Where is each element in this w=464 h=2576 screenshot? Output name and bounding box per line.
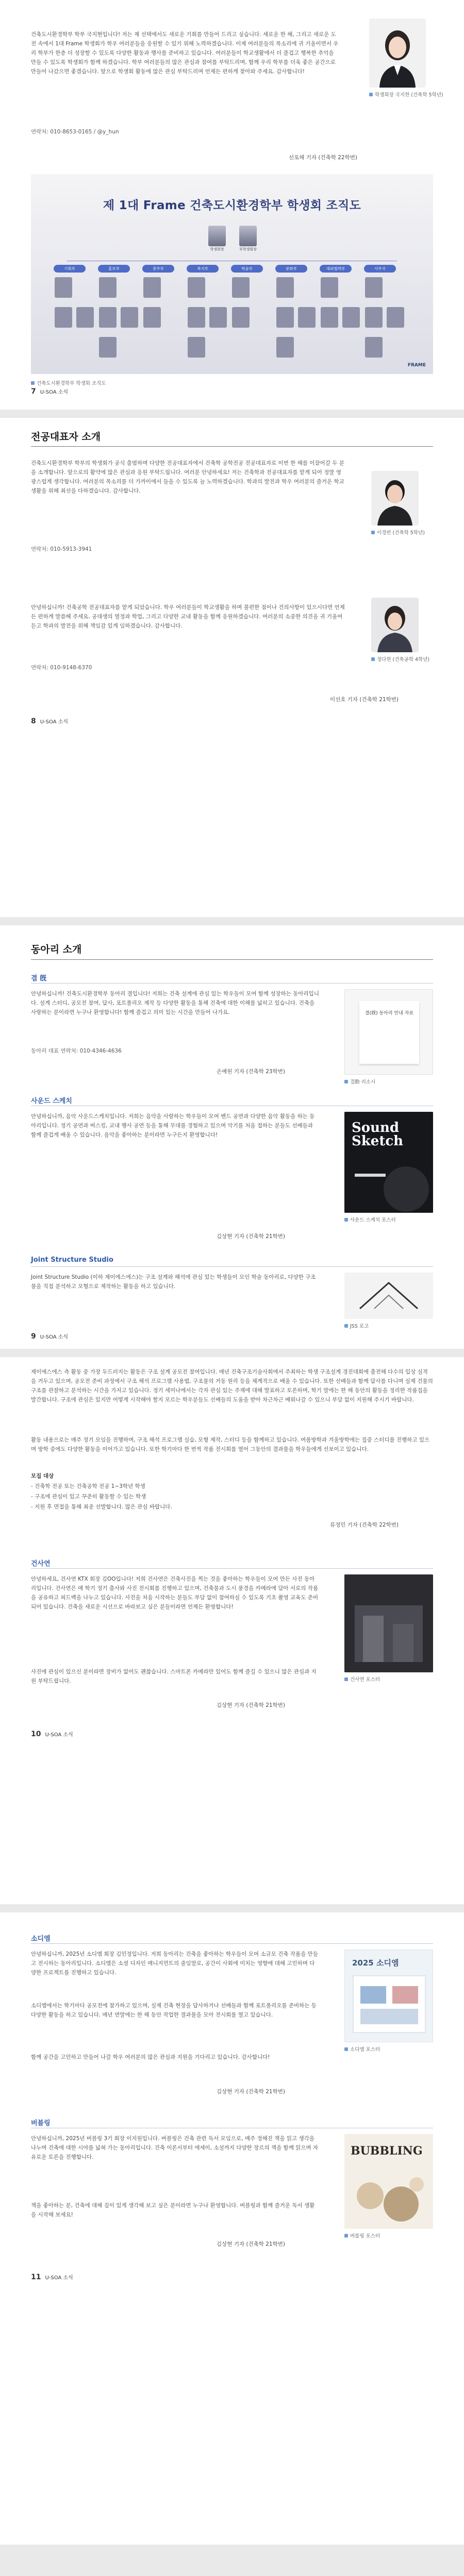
club3-logo (344, 1273, 433, 1319)
caption-marker-icon (344, 1218, 348, 1222)
caption-marker-icon (371, 531, 375, 534)
requirement-item: - 구조에 관심이 있고 꾸준히 활동할 수 있는 학생 (31, 1494, 146, 1500)
rep2-photo (371, 598, 419, 652)
page-8-continued (0, 587, 464, 917)
org-leader: 학생회장 (203, 226, 231, 252)
rep1-photo (371, 471, 419, 526)
rep2-paragraph: 안녕하십니까! 건축공학 전공대표자를 맡게 되었습니다. 학우 여러분들이 학교생활을 하며 불편한 점이나 건의사항이 있으시다면 언제든 편하게 말씀해 주세요. 공대생의 열정과 학업, 그리고 다양한 교내 활동을 함께 응원하겠습니다. 여러분의 소중한 의견을 귀 기울여 듣고 학과의 발전을 위해 책임감 있게 임하겠습니다. 감사합니다. (31, 604, 345, 629)
page-footer: 11 U-SOA 소식 (31, 2273, 73, 2281)
requirements-heading: 모집 대상 (31, 1473, 54, 1479)
org-dept: 기획부 (54, 265, 86, 273)
club2-poster: Sound Sketch (344, 1112, 433, 1213)
signature: 류정민 기자 (건축학 22학번) (330, 1522, 399, 1528)
page-footer: 8 U-SOA 소식 (31, 717, 69, 725)
club3-paragraph: Joint Structure Studio (이하 제이에스에스)는 구조 설계와 해석에 관심 있는 학생들이 모인 학술 동아리로, 다양한 구조물을 직접 분석하고 모형으로 제작하는 활동을 하고 있습니다. (31, 1274, 316, 1290)
club1-image: 결(旣) 동아리 안내 자료 (344, 989, 433, 1075)
club1-caption: 결動 리소시 (344, 1078, 375, 1085)
club-heading: Joint Structure Studio (31, 1256, 113, 1264)
club-divider (31, 1568, 433, 1569)
club-heading: 건사연 (31, 1560, 51, 1568)
org-dept: 총무부 (142, 265, 174, 273)
requirement-item: - 지원 후 면접을 통해 최종 선발합니다. 많은 관심 바랍니다. (31, 1504, 172, 1510)
rep1-caption: 이경빈 (건축학 5학년) (371, 529, 425, 536)
page-9 (0, 925, 464, 1513)
page-11 (0, 1912, 464, 2545)
chart-caption: 건축도시환경학부 학생회 조직도 (31, 379, 106, 386)
org-chart (31, 174, 433, 374)
club-heading: 사운드 스케치 (31, 1097, 72, 1105)
signature: 이선호 기자 (건축학 21학번) (330, 697, 399, 703)
org-dept: 대외협력부 (320, 265, 352, 273)
signature: 김상현 기자 (건축학 21학번) (217, 2241, 285, 2247)
club4-paragraph: 안녕하세요, 건사연 KTX 회장 김OO입니다! 저희 건사연은 건축사진을 찍는 것을 좋아하는 학우들이 모여 만든 사진 동아리입니다. 건사연은 매 학기 정기 출사와 사진 전시회를 진행하고 있으며, 건축물과 도시 풍경을 카메라에 담아 서로의 작품을 공유하고 피드백을 나누고 있습니다. 사진을 처음 시작하는 분들도 부담 없이 참여하실 수 있도록 기초 촬영 교육도 준비되어 있습니다. 건축을 새로운 시선으로 바라보고 싶은 분들이라면 언제든 환영합니다! (31, 1576, 319, 1610)
club-divider (31, 1943, 433, 1944)
org-dept: 사무국 (364, 265, 396, 273)
page-7 (0, 0, 464, 587)
president-caption: 학생회장 국지현 (건축학 5학년) (369, 91, 443, 98)
frame-logo: FRAME (407, 363, 426, 368)
caption-marker-icon (344, 1080, 348, 1083)
org-dept: 학술부 (231, 265, 263, 273)
club2-paragraph: 안녕하십니까, 음악 사운드스케치입니다. 저희는 음악을 사랑하는 학우들이 모여 밴드 공연과 다양한 음악 활동을 하는 동아리입니다. 정기 공연과 버스킹, 교내 행사 공연 등을 통해 무대를 경험하고 있으며 악기를 처음 접하는 분들도 선배들과 함께 즐겁게 배울 수 있습니다. 음악을 좋아하는 분이라면 누구든지 환영합니다! (31, 1113, 315, 1138)
jss-detail-paragraph: 제이에스에스 측 활동 중 가장 두드러지는 활동은 구조 설계 공모전 참여입니다. 매년 건축구조기술사회에서 주최하는 학생 구조설계 경진대회에 출전해 다수의 입상 실적을 거두고 있으며, 공모전 준비 과정에서 구조 해석 프로그램 사용법, 구조물의 거동 원리 등을 체계적으로 배울 수 있습니다. 또한 선배들과 함께 답사를 다니며 실제 건물의 구조를 관찰하고 분석하는 시간을 가지고 있습니다. 정기 세미나에서는 각자 관심 있는 주제에 대해 발표하고 토론하며, 학기 말에는 한 해 동안의 활동을 정리한 작품집을 발간합니다. 구조에 관심은 있지만 어떻게 시작해야 할지 모르는 학우분들도 선배들의 도움을 받아 차근차근 배워나갈 수 있으니 부담 없이 지원해 주시기 바랍니다. (31, 1369, 433, 1403)
org-chart-title: 제 1대 Frame 건축도시환경학부 학생회 조직도 (103, 199, 361, 212)
club6-paragraph-2: 책을 좋아하는 분, 건축에 대해 깊이 있게 생각해 보고 싶은 분이라면 누구나 환영합니다. 버블링과 함께 즐거운 독서 생활을 시작해 보세요! (31, 2202, 315, 2218)
section-divider (31, 959, 433, 960)
caption-marker-icon (344, 2047, 348, 2051)
caption-marker-icon (371, 657, 375, 661)
rep2-caption: 정다현 (건축공학 4학년) (371, 655, 429, 663)
caption-marker-icon (344, 2234, 348, 2238)
page-footer: 9 U-SOA 소식 (31, 1332, 69, 1341)
club4-caption: 건사연 포스터 (344, 1675, 380, 1683)
section-title: 동아리 소개 (31, 944, 82, 955)
caption-marker-icon (344, 1324, 348, 1328)
club-heading: 결 旣 (31, 975, 47, 982)
org-dept: 복지부 (187, 265, 219, 273)
signature: 김상현 기자 (건축학 21학번) (217, 1233, 285, 1240)
org-dept: 문화부 (275, 265, 307, 273)
signature: 손예원 기자 (건축학 23학번) (217, 1069, 285, 1075)
intro-paragraph: 건축도시환경학부 학부 국지현입니다! 저는 제 선택에서도 새로운 기회를 만들어 드리고 싶습니다. 새로운 한 해, 그리고 새로운 도전 속에서 1대 Frame 학생회가 학우 여러분들을 응원할 수 있기 위해 노력하겠습니다. 이제 여러분들의 목소리에 귀 기울이면서 우리 학부가 한층 더 성장할 수 있도록 다양한 활동과 행사를 준비하고 있습니다. 여러분들이 학교생활에서 더 즐겁고 행복한 추억을 만들 수 있도록 학생회가 함께 하겠습니다. 학부 여러분들의 많은 관심과 참여를 부탁드리며, 함께 우리 학부를 더욱 좋은 공간으로 만들어 나갔으면 좋겠습니다. 앞으로 학생회 활동에 많은 관심 부탁드리며 언제든 편하게 찾아와 주세요. 감사합니다! (31, 31, 339, 75)
page-footer: 10 U-SOA 소식 (31, 1730, 73, 1738)
caption-marker-icon (31, 381, 35, 385)
club5-paragraph: 안녕하십니까, 2025년 소디엠 회장 김민정입니다. 저희 동아리는 건축을 좋아하는 학우들이 모여 소규모 건축 작품을 만들고 전시하는 동아리입니다. 소디엠은 소셜 디자인 매니지먼트의 줄임말로, 공간이 사회에 미치는 영향에 대해 고민하며 다양한 프로젝트를 진행하고 있습니다. (31, 1951, 318, 1976)
club-heading: 소디엠 (31, 1935, 51, 1943)
caption-marker-icon (369, 93, 373, 96)
club4-paragraph-2: 사진에 관심이 있으신 분이라면 장비가 없어도 괜찮습니다. 스마트폰 카메라만 있어도 함께 즐길 수 있으니 많은 관심과 지원 부탁드립니다. (31, 1669, 317, 1684)
club5-poster: 2025 소디엠 (344, 1950, 433, 2042)
page-10 (0, 1513, 464, 1904)
jss-activity-paragraph: 활동 내용으로는 매주 정기 모임을 진행하며, 구조 해석 프로그램 실습, 모형 제작, 스터디 등을 함께하고 있습니다. 여름방학과 겨울방학에는 집중 스터디를 진행하고 있으며 방학 중에도 다양한 활동을 이어가고 있습니다. 또한 학기마다 한 번씩 작품 전시회를 열어 그동안의 결과물을 학우들에게 선보이고 있습니다. (31, 1437, 430, 1452)
club6-poster: BUBBLING (344, 2134, 433, 2229)
page-footer: 7 U-SOA 소식 (31, 387, 69, 396)
club1-contact: 동아리 대표 연락처: 010-4346-4636 (31, 1048, 122, 1054)
signature: 김상현 기자 (건축학 21학번) (217, 1702, 285, 1708)
club-heading: 버블링 (31, 2120, 51, 2127)
club-divider (31, 983, 433, 984)
president-photo (369, 19, 426, 88)
club5-caption: 소디엠 포스터 (344, 2045, 380, 2053)
club-divider (31, 1266, 433, 1267)
club1-paragraph: 안녕하십니까! 건축도시환경학부 동아리 결입니다! 저희는 건축 설계에 관심 있는 학우들이 모여 함께 성장하는 동아리입니다. 설계 스터디, 공모전 참여, 답사, 포트폴리오 제작 등 다양한 활동을 통해 건축에 대한 이해를 넓히고 있습니다. 건축을 사랑하는 분이라면 누구나 환영합니다! 함께 즐겁고 의미 있는 시간을 만들어 나가요. (31, 991, 319, 1015)
club5-paragraph-2: 소디엠에서는 학기마다 공모전에 참가하고 있으며, 실제 건축 현장을 답사하거나 선배들과 함께 포트폴리오를 준비하는 등 다양한 활동을 하고 있습니다. 매년 연말에는 한 해 동안 작업한 결과물을 모아 전시회를 열고 있습니다. (31, 2003, 317, 2018)
club5-paragraph-3: 함께 공간을 고민하고 만들어 나갈 학우 여러분의 많은 관심과 지원을 기다리고 있습니다. 감사합니다! (31, 2054, 270, 2060)
caption-marker-icon (344, 1677, 348, 1681)
org-dept: 홍보부 (98, 265, 130, 273)
org-member-photos (49, 277, 421, 360)
rep1-paragraph: 건축도시환경학부 학부의 학생회가 공식 출범하며 다양한 전공대표자에서 건축학 공학전공 전공대표자로 이번 한 해를 이끌어갈 두 분을 소개합니다. 앞으로의 활약에 많은 관심과 응원 부탁드립니다. 여러분 안녕하세요! 저는 건축학과 전공대표자를 맡게 되어 정말 영광스럽게 생각합니다. 여러분의 목소리를 더 가까이에서 들을 수 있도록 늘 노력하겠습니다. 학과의 발전과 학우 여러분의 즐거운 학교생활을 위해 최선을 다하겠습니다. 감사합니다. (31, 460, 344, 494)
club4-poster (344, 1574, 433, 1672)
signature: 김상현 기자 (건축학 21학번) (217, 2089, 285, 2095)
club6-paragraph: 안녕하십니까, 2025년 버블링 3기 회장 이지원입니다. 버블링은 건축 관련 독서 모임으로, 매주 정해진 책을 읽고 생각을 나누며 건축에 대한 시야를 넓혀 가는 동아리입니다. 건축 이론서부터 에세이, 소설까지 다양한 장르의 책을 함께 읽으며 자유로운 토론을 진행합니다. (31, 2136, 319, 2160)
rep2-contact: 연락처: 010-9148-6370 (31, 665, 92, 671)
org-leader: 부학생회장 (234, 226, 262, 252)
club3-caption: JSS 로고 (344, 1322, 369, 1329)
rep1-contact: 연락처: 010-5913-3941 (31, 546, 92, 552)
signature: 선포해 기자 (건축학 22학번) (289, 155, 357, 161)
club2-caption: 사운드 스케치 포스터 (344, 1216, 396, 1223)
requirement-item: - 건축학 전공 또는 건축공학 전공 1~3학년 학생 (31, 1483, 145, 1489)
section-title: 전공대표자 소개 (31, 431, 101, 443)
club6-caption: 버블링 포스터 (344, 2232, 380, 2239)
section-divider (31, 446, 433, 447)
intro-contact: 연락처: 010-8653-0165 / @y_hun (31, 129, 119, 135)
